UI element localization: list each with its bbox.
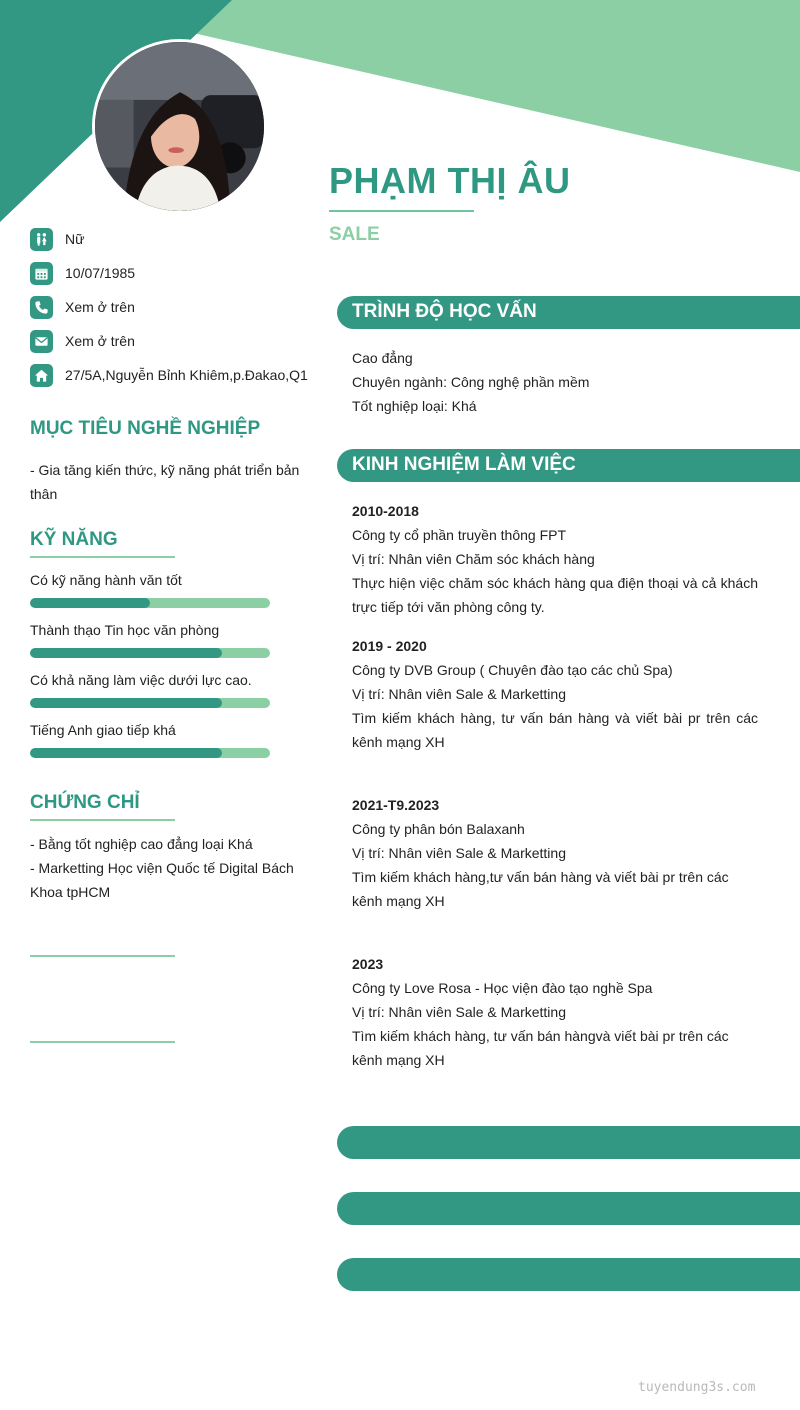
certificates-list	[30, 832, 310, 904]
contact-text: Xem ở trên	[65, 299, 135, 315]
contact-address	[30, 358, 320, 392]
education-band	[337, 296, 800, 329]
job-years: 2010-2018	[352, 503, 419, 519]
job-entry	[352, 793, 758, 913]
gender-icon	[30, 228, 53, 251]
calendar-icon	[30, 262, 53, 285]
certificates-heading: CHỨNG CHỈ	[30, 792, 140, 813]
skill-bar	[30, 598, 270, 608]
phone-icon	[30, 296, 53, 319]
contact-text: Xem ở trên	[65, 333, 135, 349]
job-position: Vị trí: Nhân viên Sale & Marketting	[352, 686, 566, 702]
job-description: Tìm kiếm khách hàng,tư vấn bán hàng và viết bài pr trên các kênh mạng XH	[352, 869, 729, 909]
experience-heading: KINH NGHIỆM LÀM VIỆC	[352, 454, 576, 475]
certificate-item: - Bằng tốt nghiệp cao đẳng loại Khá	[30, 836, 253, 852]
skill-label: Thành thạo Tin học văn phòng	[30, 622, 220, 638]
contact-text: Nữ	[65, 231, 85, 247]
empty-section-band	[337, 1126, 800, 1159]
job-years: 2023	[352, 956, 384, 972]
education-heading: TRÌNH ĐỘ HỌC VẤN	[352, 301, 537, 322]
home-icon	[30, 364, 53, 387]
experience-band	[337, 449, 800, 482]
job-entry	[352, 499, 758, 619]
portrait-photo	[95, 42, 264, 211]
job-position: Vị trí: Nhân viên Chăm sóc khách hàng	[352, 551, 595, 567]
education-block	[352, 346, 758, 418]
job-entry	[352, 952, 758, 1072]
job-title: SALE	[329, 224, 380, 245]
contact-gender	[30, 222, 320, 256]
job-entry	[352, 634, 758, 754]
candidate-name: PHẠM THỊ ÂU	[329, 160, 571, 201]
watermark: tuyendung3s.com	[638, 1380, 756, 1395]
job-description: Tìm kiếm khách hàng, tư vấn bán hàng và viết bài pr trên các kênh mạng XH	[352, 710, 758, 750]
skill-label: Tiếng Anh giao tiếp khá	[30, 722, 176, 738]
skill-label: Có khả năng làm việc dưới lực cao.	[30, 672, 252, 688]
contact-text: 27/5A,Nguyễn Bỉnh Khiêm,p.Đakao,Q1	[65, 367, 308, 383]
skill-bar-fill	[30, 748, 222, 758]
email-icon	[30, 330, 53, 353]
job-description: Thực hiện việc chăm sóc khách hàng qua điện thoại và cả khách trực tiếp tới văn phòng công ty.	[352, 575, 758, 615]
skill-bar	[30, 648, 270, 658]
empty-section-divider	[30, 1041, 175, 1043]
job-years: 2019 - 2020	[352, 638, 427, 654]
job-company: Công ty DVB Group ( Chuyên đào tạo các chủ Spa)	[352, 662, 673, 678]
skill-bar	[30, 748, 270, 758]
empty-section-band	[337, 1258, 800, 1291]
education-line: Cao đẳng	[352, 350, 413, 366]
skills-heading: KỸ NĂNG	[30, 529, 118, 550]
job-company: Công ty Love Rosa - Học viện đào tạo nghề Spa	[352, 980, 653, 996]
empty-section-divider	[30, 955, 175, 957]
job-company: Công ty cổ phần truyền thông FPT	[352, 527, 567, 543]
name-divider	[329, 210, 474, 212]
job-company: Công ty phân bón Balaxanh	[352, 821, 525, 837]
skill-bar-fill	[30, 698, 222, 708]
objective-heading: MỤC TIÊU NGHỀ NGHIỆP	[30, 418, 261, 439]
certificates-divider	[30, 819, 175, 821]
contact-list	[30, 222, 320, 392]
skill-bar	[30, 698, 270, 708]
skill-bar-fill	[30, 598, 150, 608]
education-line: Tốt nghiệp loại: Khá	[352, 398, 477, 414]
job-position: Vị trí: Nhân viên Sale & Marketting	[352, 1004, 566, 1020]
skill-bar-fill	[30, 648, 222, 658]
contact-phone	[30, 290, 320, 324]
education-line: Chuyên ngành: Công nghệ phần mềm	[352, 374, 590, 390]
contact-text: 10/07/1985	[65, 265, 136, 281]
job-years: 2021-T9.2023	[352, 797, 440, 813]
skill-label: Có kỹ năng hành văn tốt	[30, 572, 182, 588]
contact-birthday	[30, 256, 320, 290]
job-position: Vị trí: Nhân viên Sale & Marketting	[352, 845, 566, 861]
certificate-item: - Marketting Học viện Quốc tế Digital Bách Khoa tpHCM	[30, 860, 294, 900]
contact-email	[30, 324, 320, 358]
objective-text: - Gia tăng kiến thức, kỹ năng phát triển bản thân	[30, 462, 300, 502]
job-description: Tìm kiếm khách hàng, tư vấn bán hàngvà viết bài pr trên các kênh mạng XH	[352, 1028, 729, 1068]
empty-section-band	[337, 1192, 800, 1225]
avatar	[92, 39, 267, 214]
skills-divider	[30, 556, 175, 558]
